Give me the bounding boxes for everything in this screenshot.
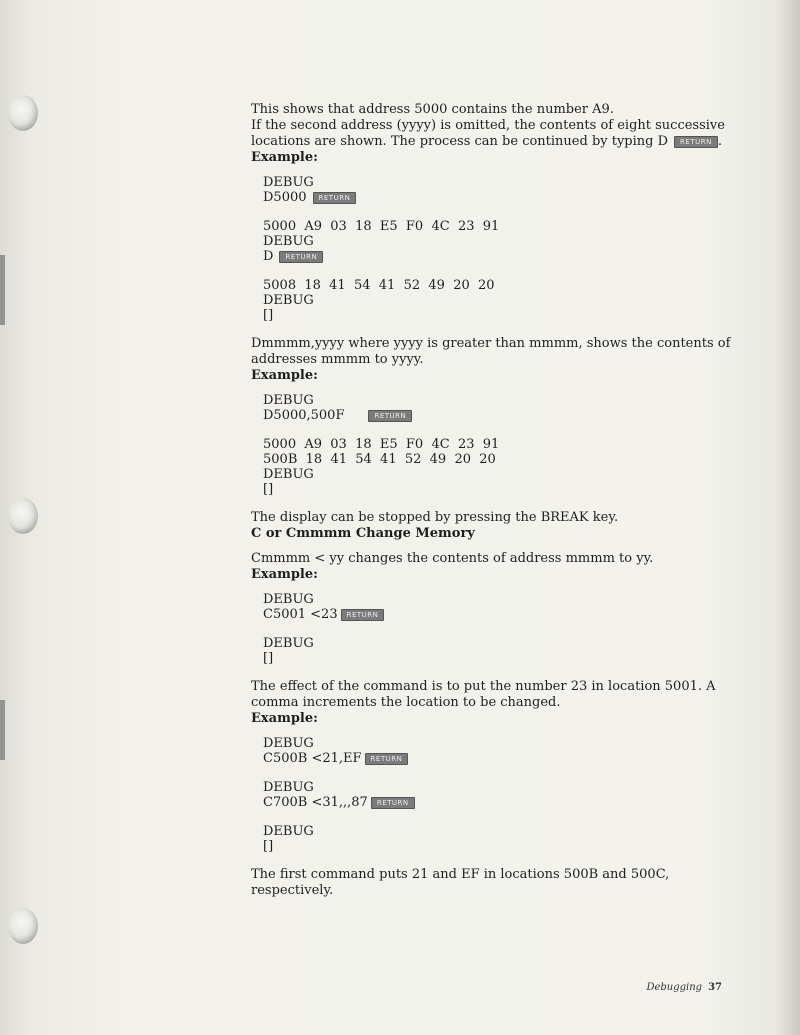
code-line: 5000 A9 03 18 E5 F0 4C 23 91: [263, 437, 500, 452]
section-heading: C or Cmmmm Change Memory: [251, 526, 475, 541]
footer-section: Debugging: [646, 982, 703, 993]
code-line: DEBUG: [263, 234, 314, 249]
paragraph: This shows that address 5000 contains the number A9.: [251, 102, 614, 117]
return-key-icon: RETURN: [279, 251, 323, 263]
code-text: C5001 <23: [263, 607, 338, 622]
return-key-icon: RETURN: [674, 136, 718, 148]
code-line: DEBUG: [263, 736, 314, 751]
code-text: C500B <21,EF: [263, 751, 362, 766]
code-line: []: [263, 482, 274, 497]
code-line: [263, 751, 731, 766]
code-text: D5000,500F: [263, 408, 345, 423]
page-edge-mark: [0, 700, 5, 760]
page-number: 37: [708, 982, 722, 993]
code-text: D5000: [263, 190, 307, 205]
paragraph: The first command puts 21 and EF in locations 500B and 500C, respectively.: [251, 867, 670, 898]
code-text: C700B <31,,,87: [263, 795, 368, 810]
code-line: [263, 249, 731, 264]
code-line: []: [263, 651, 274, 666]
return-key-icon: RETURN: [313, 192, 357, 204]
code-line: 5008 18 41 54 41 52 49 20 20: [263, 278, 495, 293]
code-line: [263, 607, 731, 622]
paragraph: The effect of the command is to put the number 23 in location 5001. A comma increments the location to be changed.: [251, 679, 716, 710]
code-example: [251, 393, 731, 497]
code-line: DEBUG: [263, 592, 314, 607]
paragraph: [251, 118, 731, 150]
return-key-icon: RETURN: [371, 797, 415, 809]
binder-hole-top: [8, 95, 38, 131]
code-line: DEBUG: [263, 293, 314, 308]
example-heading: Example:: [251, 368, 318, 383]
return-key-icon: RETURN: [341, 609, 385, 621]
code-example: [251, 736, 731, 854]
page-content: [251, 102, 731, 899]
page-footer: [646, 982, 722, 993]
code-text: D: [263, 249, 274, 264]
code-line: []: [263, 839, 274, 854]
code-line: 5000 A9 03 18 E5 F0 4C 23 91: [263, 219, 500, 234]
code-line: DEBUG: [263, 780, 314, 795]
example-heading: Example:: [251, 150, 318, 165]
code-example: [251, 175, 731, 323]
code-example: [251, 592, 731, 666]
code-line: [263, 408, 731, 423]
paragraph: Cmmmm < yy changes the contents of address mmmm to yy.: [251, 551, 654, 566]
return-key-icon: RETURN: [368, 410, 412, 422]
return-key-icon: RETURN: [365, 753, 409, 765]
code-line: DEBUG: [263, 393, 314, 408]
code-line: [263, 795, 731, 810]
code-line: 500B 18 41 54 41 52 49 20 20: [263, 452, 496, 467]
code-line: DEBUG: [263, 467, 314, 482]
binder-hole-middle: [8, 498, 38, 534]
paragraph-text: If the second address (yyyy) is omitted, the contents of eight successive locations are shown. The process can be continued by typing D: [251, 118, 725, 149]
paragraph: The display can be stopped by pressing the BREAK key.: [251, 510, 619, 525]
example-heading: Example:: [251, 567, 318, 582]
binder-hole-bottom: [8, 908, 38, 944]
code-line: []: [263, 308, 274, 323]
code-line: DEBUG: [263, 824, 314, 839]
paragraph: Dmmmm,yyyy where yyyy is greater than mmmm, shows the contents of addresses mmmm to yyyy.: [251, 336, 731, 367]
page-edge-mark: [0, 255, 5, 325]
code-line: DEBUG: [263, 175, 314, 190]
example-heading: Example:: [251, 711, 318, 726]
code-line: DEBUG: [263, 636, 314, 651]
paragraph-text: .: [717, 134, 722, 149]
code-line: [263, 190, 731, 205]
